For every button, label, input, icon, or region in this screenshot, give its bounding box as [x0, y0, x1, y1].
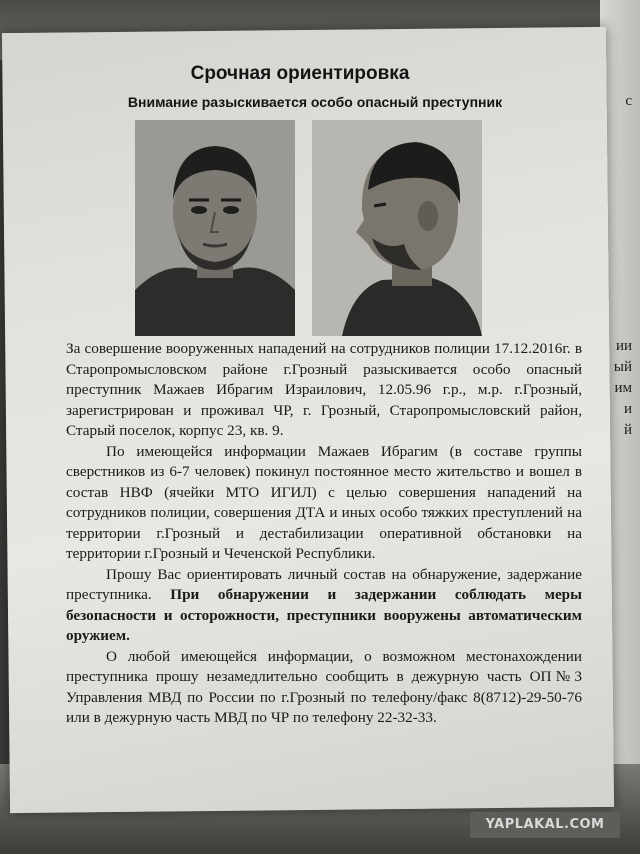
document-subtitle: Внимание разыскивается особо опасный преступник — [127, 94, 503, 110]
paragraph-request — [66, 565, 582, 647]
edge-fragment: й — [623, 422, 632, 438]
request-text: Прошу Вас ориентировать личный состав на обнаружение, задержание преступника. — [66, 565, 582, 603]
paragraph-incident: За совершение вооруженных нападений на сотрудников полиции 17.12.2016г. в Старопромысловском районе г.Грозный разыскивается особо опасный преступник Мажаев Ибрагим Израилович, 12.05.96 г.р., м.р. г.Грозный, зарегистрирован и проживал ЧР, г. Грозный, Старопромысловский район, Старый поселок, корпус 23, кв. 9. — [66, 340, 582, 439]
document-title: Срочная ориентировка — [190, 63, 410, 84]
edge-fragment: им — [614, 380, 632, 396]
suspect-photo-profile — [312, 120, 482, 336]
edge-fragment: с — [625, 93, 632, 109]
suspect-photo-front — [135, 120, 295, 336]
paragraph-information: По имеющейся информации Мажаев Ибрагим (в составе группы сверстников из 6-7 человек) покинул постоянное место жительство и вошел в состав НВФ (ячейки МТО ИГИЛ) с целью совершения нападений на сотрудников полиции, совершения ДТА и иных особо тяжких преступлений на территории г.Грозный и дестабилизации оперативной обстановки на территории г.Грозный и Чеченской Республики. — [66, 442, 582, 562]
document-body — [66, 339, 582, 729]
safety-warning: При обнаружении и задержании соблюдать меры безопасности и осторожности, преступники вооружены автоматическим оружием. — [66, 586, 582, 644]
edge-fragment: ый — [613, 359, 632, 375]
edge-fragment: ии — [615, 338, 632, 354]
edge-fragment: и — [623, 401, 632, 417]
paragraph-contact: О любой имеющейся информации, о возможном местонахождении преступника прошу незамедлительно сообщить в дежурную часть ОП№3 Управления МВД по России по г.Грозный по телефону/факс 8(8712)-29-50-76 или в дежурную часть МВД по ЧР по телефону 22-32-33. — [66, 647, 582, 726]
site-watermark: YAPLAKAL.COM — [470, 812, 620, 838]
